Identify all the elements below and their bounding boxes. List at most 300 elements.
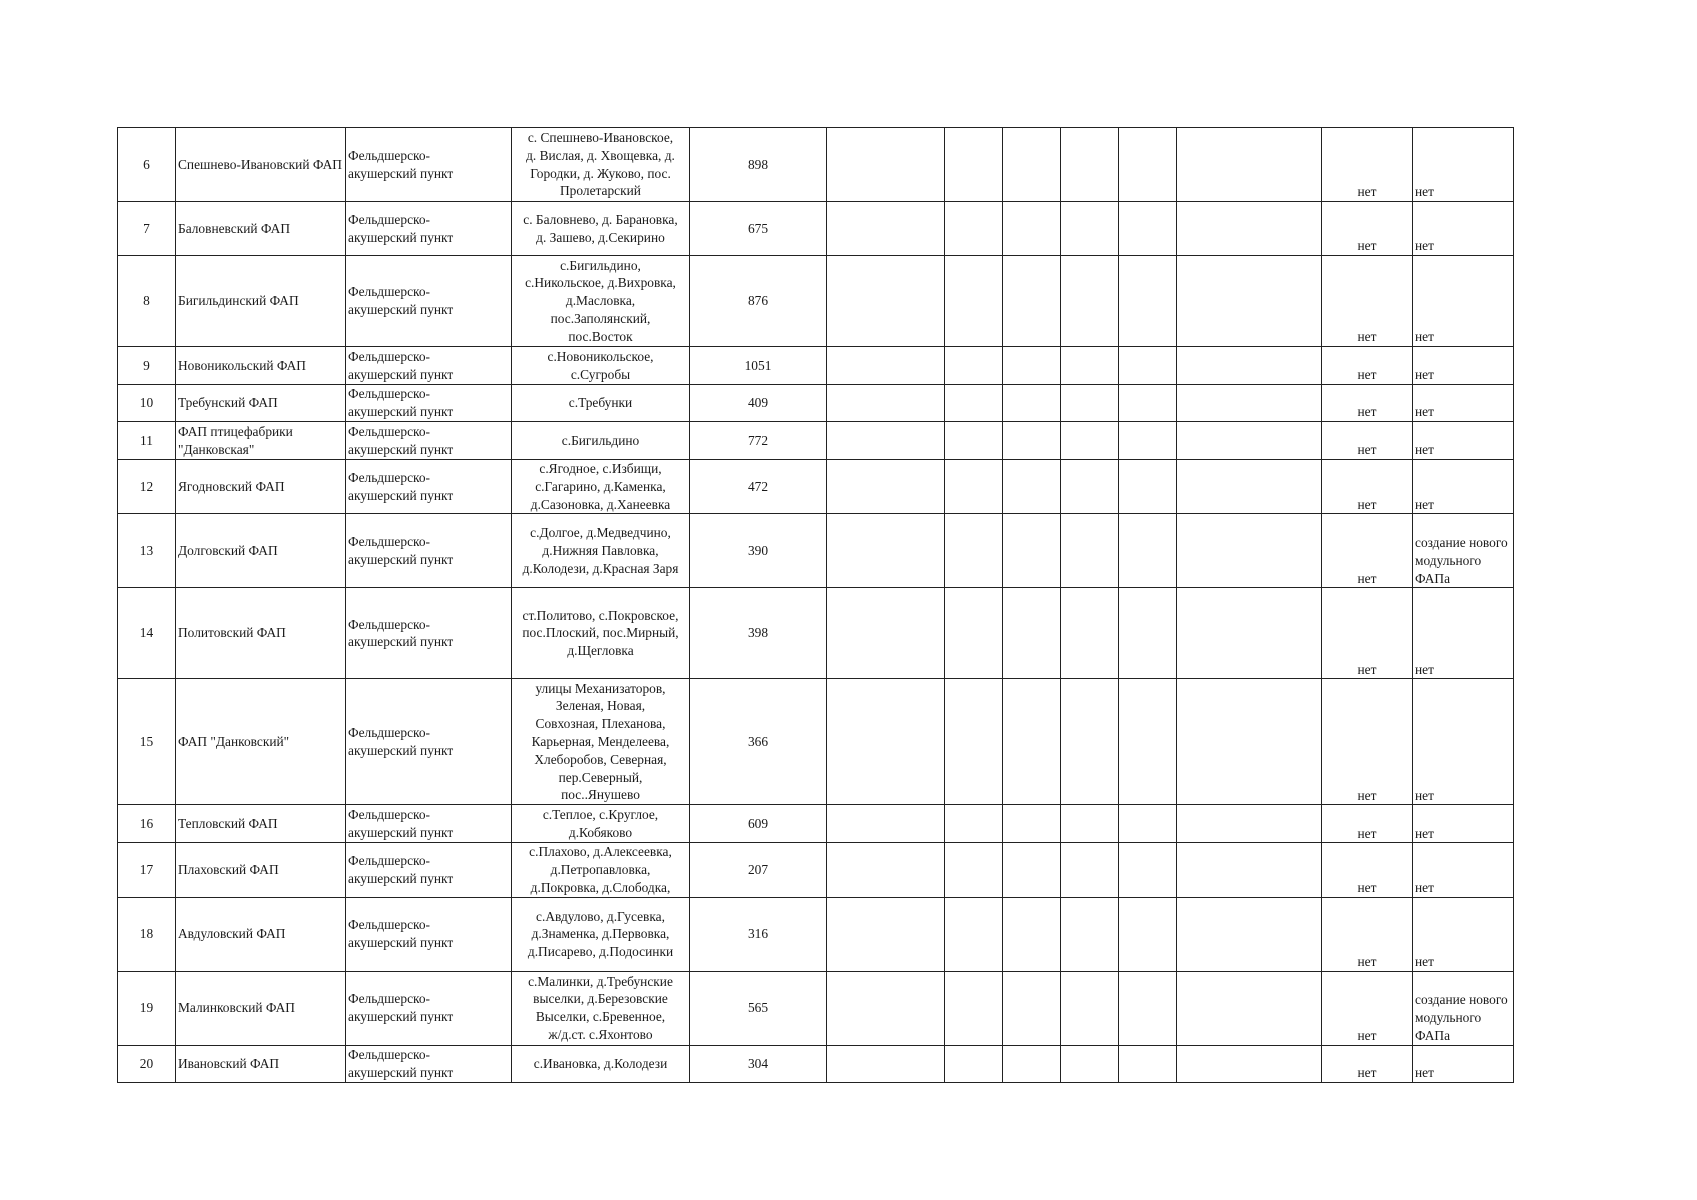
empty-cell <box>1003 897 1061 971</box>
empty-cell <box>1061 588 1119 679</box>
empty-cell <box>1003 460 1061 514</box>
empty-cell <box>827 460 945 514</box>
served-settlements-text: с.Новоникольское, с.Сугробы <box>547 348 654 382</box>
served-settlements-cell <box>512 202 690 256</box>
empty-cell <box>1119 128 1177 202</box>
facility-name-text: Новоникольский ФАП <box>178 357 306 373</box>
served-settlements-cell <box>512 347 690 385</box>
empty-cell <box>1003 422 1061 460</box>
empty-cell <box>1061 385 1119 422</box>
empty-cell <box>945 514 1003 588</box>
facility-name-cell <box>176 202 346 256</box>
status-text: нет <box>1357 879 1377 895</box>
empty-cell <box>1003 679 1061 805</box>
row-number-text: 11 <box>140 432 153 448</box>
empty-cell <box>1177 679 1322 805</box>
facility-type-text: Фельдшерско- акушерский пункт <box>348 386 454 419</box>
empty-cell <box>827 514 945 588</box>
facility-name-text: Ивановский ФАП <box>178 1055 280 1071</box>
plan-text: нет <box>1415 496 1434 512</box>
served-settlements-cell <box>512 588 690 679</box>
served-settlements-cell <box>512 679 690 805</box>
empty-cell <box>1119 971 1177 1045</box>
plan-text: создание нового модульного ФАПа <box>1415 535 1508 586</box>
status-cell <box>1322 422 1413 460</box>
plan-text: нет <box>1415 184 1434 200</box>
plan-cell <box>1413 588 1514 679</box>
population-text: 565 <box>747 1000 769 1016</box>
facility-name-text: Ягодновский ФАП <box>178 478 285 494</box>
status-text: нет <box>1357 787 1377 803</box>
status-text: нет <box>1357 184 1377 200</box>
facility-type-cell <box>346 128 512 202</box>
plan-cell <box>1413 679 1514 805</box>
empty-cell <box>945 347 1003 385</box>
row-number-text: 15 <box>139 733 154 749</box>
status-text: нет <box>1357 238 1377 254</box>
empty-cell <box>1061 128 1119 202</box>
row-number-cell <box>118 679 176 805</box>
empty-cell <box>945 805 1003 843</box>
facility-name-cell <box>176 588 346 679</box>
facility-type-cell <box>346 1045 512 1082</box>
facility-name-cell <box>176 805 346 843</box>
row-number-text: 14 <box>139 625 154 641</box>
empty-cell <box>1061 843 1119 897</box>
empty-cell <box>1177 1045 1322 1082</box>
empty-cell <box>827 347 945 385</box>
status-text: нет <box>1357 825 1377 841</box>
row-number-cell <box>118 422 176 460</box>
status-cell <box>1322 805 1413 843</box>
empty-cell <box>827 422 945 460</box>
served-settlements-text: с.Теплое, с.Круглое, д.Кобяково <box>542 807 659 840</box>
facility-type-text: Фельдшерско- акушерский пункт <box>348 917 454 951</box>
facility-type-text: Фельдшерско- акушерский пункт <box>348 284 454 317</box>
facility-type-text: Фельдшерско- акушерский пункт <box>348 348 454 382</box>
row-number-cell <box>118 514 176 588</box>
empty-cell <box>1061 805 1119 843</box>
plan-cell <box>1413 460 1514 514</box>
facility-type-cell <box>346 422 512 460</box>
plan-text: создание нового модульного ФАПа <box>1415 992 1508 1043</box>
empty-cell <box>1177 805 1322 843</box>
empty-cell <box>945 202 1003 256</box>
served-settlements-text: ст.Политово, с.Покровское, пос.Плоский, пос.Мирный, д.Щегловка <box>522 607 679 659</box>
table-row <box>118 202 1514 256</box>
empty-cell <box>827 128 945 202</box>
row-number-cell <box>118 805 176 843</box>
facility-type-text: Фельдшерско- акушерский пункт <box>348 423 454 457</box>
plan-cell <box>1413 256 1514 347</box>
served-settlements-text: с.Ягодное, с.Избищи, с.Гагарино, д.Каменка, д.Сазоновка, д.Ханеевка <box>530 461 671 512</box>
population-text: 472 <box>747 478 769 494</box>
facility-name-cell <box>176 460 346 514</box>
row-number-cell <box>118 971 176 1045</box>
empty-cell <box>1119 256 1177 347</box>
row-number-text: 10 <box>139 395 154 411</box>
facility-name-text: Долговский ФАП <box>178 542 278 558</box>
plan-cell <box>1413 897 1514 971</box>
empty-cell <box>1177 897 1322 971</box>
population-cell <box>690 897 827 971</box>
row-number-text: 13 <box>139 542 154 558</box>
empty-cell <box>1119 805 1177 843</box>
served-settlements-text: с.Ивановка, д.Колодези <box>533 1055 668 1071</box>
table-row <box>118 843 1514 897</box>
status-cell <box>1322 514 1413 588</box>
served-settlements-cell <box>512 385 690 422</box>
population-text: 876 <box>747 293 769 309</box>
status-text: нет <box>1357 661 1377 677</box>
row-number-cell <box>118 460 176 514</box>
empty-cell <box>945 1045 1003 1082</box>
empty-cell <box>1119 843 1177 897</box>
empty-cell <box>1119 588 1177 679</box>
empty-cell <box>827 843 945 897</box>
empty-cell <box>945 460 1003 514</box>
empty-cell <box>1061 256 1119 347</box>
plan-cell <box>1413 1045 1514 1082</box>
facility-name-text: Спешнево-Ивановский ФАП <box>178 156 342 172</box>
empty-cell <box>1119 422 1177 460</box>
facility-type-cell <box>346 514 512 588</box>
facility-type-text: Фельдшерско- акушерский пункт <box>348 616 454 650</box>
facility-type-text: Фельдшерско- акушерский пункт <box>348 1046 454 1080</box>
facility-type-cell <box>346 460 512 514</box>
status-text: нет <box>1357 367 1377 383</box>
empty-cell <box>827 588 945 679</box>
table-row <box>118 128 1514 202</box>
served-settlements-cell <box>512 460 690 514</box>
empty-cell <box>945 385 1003 422</box>
empty-cell <box>1003 256 1061 347</box>
population-text: 675 <box>747 220 769 236</box>
status-cell <box>1322 385 1413 422</box>
plan-text: нет <box>1415 238 1434 254</box>
status-cell <box>1322 460 1413 514</box>
served-settlements-text: с. Спешнево-Ивановское, д. Вислая, д. Хвощевка, д. Городки, д. Жуково, пос. Пролетарский <box>526 129 675 199</box>
empty-cell <box>1119 460 1177 514</box>
table-row <box>118 422 1514 460</box>
row-number-text: 17 <box>139 862 154 878</box>
empty-cell <box>1061 971 1119 1045</box>
served-settlements-cell <box>512 843 690 897</box>
plan-text: нет <box>1415 1064 1434 1080</box>
row-number-cell <box>118 1045 176 1082</box>
facility-type-cell <box>346 897 512 971</box>
empty-cell <box>827 1045 945 1082</box>
empty-cell <box>1177 843 1322 897</box>
empty-cell <box>827 897 945 971</box>
facility-name-text: Тепловский ФАП <box>178 815 278 831</box>
served-settlements-cell <box>512 805 690 843</box>
status-text: нет <box>1357 1027 1377 1043</box>
facility-type-cell <box>346 202 512 256</box>
empty-cell <box>1061 1045 1119 1082</box>
empty-cell <box>1061 422 1119 460</box>
population-cell <box>690 971 827 1045</box>
empty-cell <box>827 256 945 347</box>
empty-cell <box>945 422 1003 460</box>
status-text: нет <box>1357 953 1377 969</box>
row-number-cell <box>118 385 176 422</box>
facility-name-text: Требунский ФАП <box>178 395 278 411</box>
table-row <box>118 347 1514 385</box>
empty-cell <box>1177 347 1322 385</box>
row-number-cell <box>118 347 176 385</box>
population-text: 316 <box>747 926 769 942</box>
status-text: нет <box>1357 442 1377 458</box>
population-text: 207 <box>747 862 769 878</box>
served-settlements-cell <box>512 1045 690 1082</box>
status-text: нет <box>1357 570 1377 586</box>
served-settlements-text: с.Бигильдино <box>561 432 640 448</box>
row-number-text: 12 <box>139 478 154 494</box>
facility-name-text: Авдуловский ФАП <box>178 926 286 942</box>
served-settlements-text: улицы Механизаторов, Зеленая, Новая, Совхозная, Плеханова, Карьерная, Менделеева, Хлеборобов, Северная, пер.Северный, пос..Янушево <box>531 680 670 803</box>
facility-type-text: Фельдшерско- акушерский пункт <box>348 534 454 567</box>
empty-cell <box>1119 202 1177 256</box>
empty-cell <box>1003 971 1061 1045</box>
population-cell <box>690 128 827 202</box>
empty-cell <box>945 588 1003 679</box>
row-number-text: 16 <box>139 815 154 831</box>
empty-cell <box>1177 460 1322 514</box>
table-row <box>118 897 1514 971</box>
facility-type-cell <box>346 843 512 897</box>
row-number-text: 20 <box>139 1055 154 1071</box>
empty-cell <box>1061 679 1119 805</box>
population-text: 398 <box>747 625 769 641</box>
empty-cell <box>945 128 1003 202</box>
population-cell <box>690 514 827 588</box>
status-text: нет <box>1357 404 1377 420</box>
served-settlements-cell <box>512 128 690 202</box>
empty-cell <box>827 805 945 843</box>
status-cell <box>1322 1045 1413 1082</box>
empty-cell <box>945 971 1003 1045</box>
facility-name-cell <box>176 679 346 805</box>
facility-name-text: Плаховский ФАП <box>178 862 279 878</box>
population-text: 304 <box>747 1055 769 1071</box>
empty-cell <box>1177 202 1322 256</box>
served-settlements-text: с.Малинки, д.Требунские выселки, д.Березовские Выселки, с.Бревенное, ж/д.ст. с.Яхонтово <box>528 973 673 1043</box>
empty-cell <box>1177 385 1322 422</box>
population-cell <box>690 422 827 460</box>
empty-cell <box>1177 256 1322 347</box>
facility-type-text: Фельдшерско- акушерский пункт <box>348 991 454 1025</box>
empty-cell <box>1003 588 1061 679</box>
served-settlements-text: с.Бигильдино, с.Никольское, д.Вихровка, д.Масловка, пос.Заполянский, пос.Восток <box>525 257 676 344</box>
facilities-table <box>117 127 1514 1083</box>
table-row <box>118 514 1514 588</box>
status-text: нет <box>1357 1064 1377 1080</box>
empty-cell <box>1003 347 1061 385</box>
row-number-text: 19 <box>139 1000 154 1016</box>
plan-cell <box>1413 843 1514 897</box>
facility-name-text: ФАП "Данковский" <box>178 733 290 749</box>
population-cell <box>690 385 827 422</box>
table-body <box>118 128 1514 1083</box>
empty-cell <box>1061 460 1119 514</box>
empty-cell <box>1061 897 1119 971</box>
served-settlements-cell <box>512 422 690 460</box>
empty-cell <box>827 679 945 805</box>
plan-cell <box>1413 385 1514 422</box>
empty-cell <box>1119 514 1177 588</box>
population-cell <box>690 588 827 679</box>
plan-text: нет <box>1415 442 1434 458</box>
facility-type-text: Фельдшерско- акушерский пункт <box>348 147 454 181</box>
facility-name-cell <box>176 347 346 385</box>
population-text: 1051 <box>744 357 772 373</box>
empty-cell <box>1119 385 1177 422</box>
row-number-cell <box>118 256 176 347</box>
table-row <box>118 460 1514 514</box>
population-text: 609 <box>747 815 769 831</box>
row-number-text: 8 <box>143 293 150 309</box>
row-number-text: 7 <box>143 220 150 236</box>
plan-cell <box>1413 805 1514 843</box>
plan-cell <box>1413 514 1514 588</box>
served-settlements-text: с. Баловнево, д. Барановка, д. Зашево, д.Секирино <box>523 211 678 245</box>
facility-type-cell <box>346 805 512 843</box>
plan-text: нет <box>1415 953 1434 969</box>
table-row <box>118 588 1514 679</box>
facility-type-cell <box>346 256 512 347</box>
plan-text: нет <box>1415 825 1434 841</box>
served-settlements-cell <box>512 256 690 347</box>
facility-type-cell <box>346 971 512 1045</box>
plan-text: нет <box>1415 367 1434 383</box>
row-number-cell <box>118 843 176 897</box>
empty-cell <box>1003 202 1061 256</box>
status-cell <box>1322 971 1413 1045</box>
empty-cell <box>1003 514 1061 588</box>
status-cell <box>1322 128 1413 202</box>
empty-cell <box>1119 897 1177 971</box>
status-text: нет <box>1357 329 1377 345</box>
facility-name-cell <box>176 971 346 1045</box>
population-text: 772 <box>747 432 769 448</box>
row-number-cell <box>118 897 176 971</box>
facility-name-text: Баловневский ФАП <box>178 220 291 236</box>
facility-type-cell <box>346 679 512 805</box>
facility-type-text: Фельдшерско- акушерский пункт <box>348 469 454 503</box>
facility-name-cell <box>176 256 346 347</box>
empty-cell <box>1061 202 1119 256</box>
facility-name-text: Политовский ФАП <box>178 625 286 641</box>
served-settlements-cell <box>512 971 690 1045</box>
served-settlements-text: с.Долгое, д.Медведчино, д.Нижняя Павловка, д.Колодези, д.Красная Заря <box>522 525 679 576</box>
status-cell <box>1322 202 1413 256</box>
plan-cell <box>1413 347 1514 385</box>
plan-text: нет <box>1415 661 1434 677</box>
table-row <box>118 679 1514 805</box>
empty-cell <box>1003 385 1061 422</box>
plan-cell <box>1413 128 1514 202</box>
empty-cell <box>1119 679 1177 805</box>
facility-name-cell <box>176 422 346 460</box>
served-settlements-cell <box>512 897 690 971</box>
empty-cell <box>1003 843 1061 897</box>
empty-cell <box>945 679 1003 805</box>
facility-name-cell <box>176 514 346 588</box>
population-cell <box>690 202 827 256</box>
table-row <box>118 1045 1514 1082</box>
status-cell <box>1322 588 1413 679</box>
facility-name-cell <box>176 843 346 897</box>
population-cell <box>690 1045 827 1082</box>
empty-cell <box>1061 347 1119 385</box>
empty-cell <box>827 971 945 1045</box>
row-number-cell <box>118 202 176 256</box>
empty-cell <box>945 843 1003 897</box>
empty-cell <box>1177 422 1322 460</box>
facility-name-cell <box>176 897 346 971</box>
facility-name-text: Малинковский ФАП <box>178 1000 295 1016</box>
empty-cell <box>1003 128 1061 202</box>
facility-name-cell <box>176 128 346 202</box>
empty-cell <box>1177 514 1322 588</box>
facility-name-text: Бигильдинский ФАП <box>178 293 299 309</box>
plan-cell <box>1413 971 1514 1045</box>
facility-type-text: Фельдшерско- акушерский пункт <box>348 725 454 758</box>
served-settlements-text: с.Требунки <box>568 395 633 411</box>
population-cell <box>690 679 827 805</box>
empty-cell <box>1177 971 1322 1045</box>
empty-cell <box>1177 128 1322 202</box>
facility-type-text: Фельдшерско- акушерский пункт <box>348 211 454 245</box>
population-cell <box>690 460 827 514</box>
plan-text: нет <box>1415 329 1434 345</box>
served-settlements-text: с.Плахово, д.Алексеевка, д.Петропавловка, д.Покровка, д.Слободка, <box>529 844 672 895</box>
empty-cell <box>1177 588 1322 679</box>
plan-text: нет <box>1415 404 1434 420</box>
facility-type-cell <box>346 588 512 679</box>
table-row <box>118 971 1514 1045</box>
row-number-cell <box>118 128 176 202</box>
plan-cell <box>1413 422 1514 460</box>
facility-type-cell <box>346 385 512 422</box>
population-cell <box>690 256 827 347</box>
empty-cell <box>1061 514 1119 588</box>
population-cell <box>690 347 827 385</box>
status-cell <box>1322 897 1413 971</box>
facility-name-text: ФАП птицефабрики "Данковская" <box>178 423 293 457</box>
facility-type-cell <box>346 347 512 385</box>
row-number-text: 18 <box>139 926 154 942</box>
population-text: 898 <box>747 156 769 172</box>
plan-text: нет <box>1415 879 1434 895</box>
population-text: 390 <box>747 542 769 558</box>
status-cell <box>1322 256 1413 347</box>
row-number-text: 6 <box>143 156 150 172</box>
empty-cell <box>1119 347 1177 385</box>
empty-cell <box>945 897 1003 971</box>
empty-cell <box>1003 1045 1061 1082</box>
table-row <box>118 256 1514 347</box>
facility-name-cell <box>176 1045 346 1082</box>
table-row <box>118 805 1514 843</box>
served-settlements-text: с.Авдулово, д.Гусевка, д.Знаменка, д.Первовка, д.Писарево, д.Подосинки <box>527 908 674 960</box>
facility-type-text: Фельдшерско- акушерский пункт <box>348 853 454 887</box>
table-row <box>118 385 1514 422</box>
row-number-text: 9 <box>143 357 150 373</box>
empty-cell <box>827 202 945 256</box>
population-text: 366 <box>747 733 769 749</box>
